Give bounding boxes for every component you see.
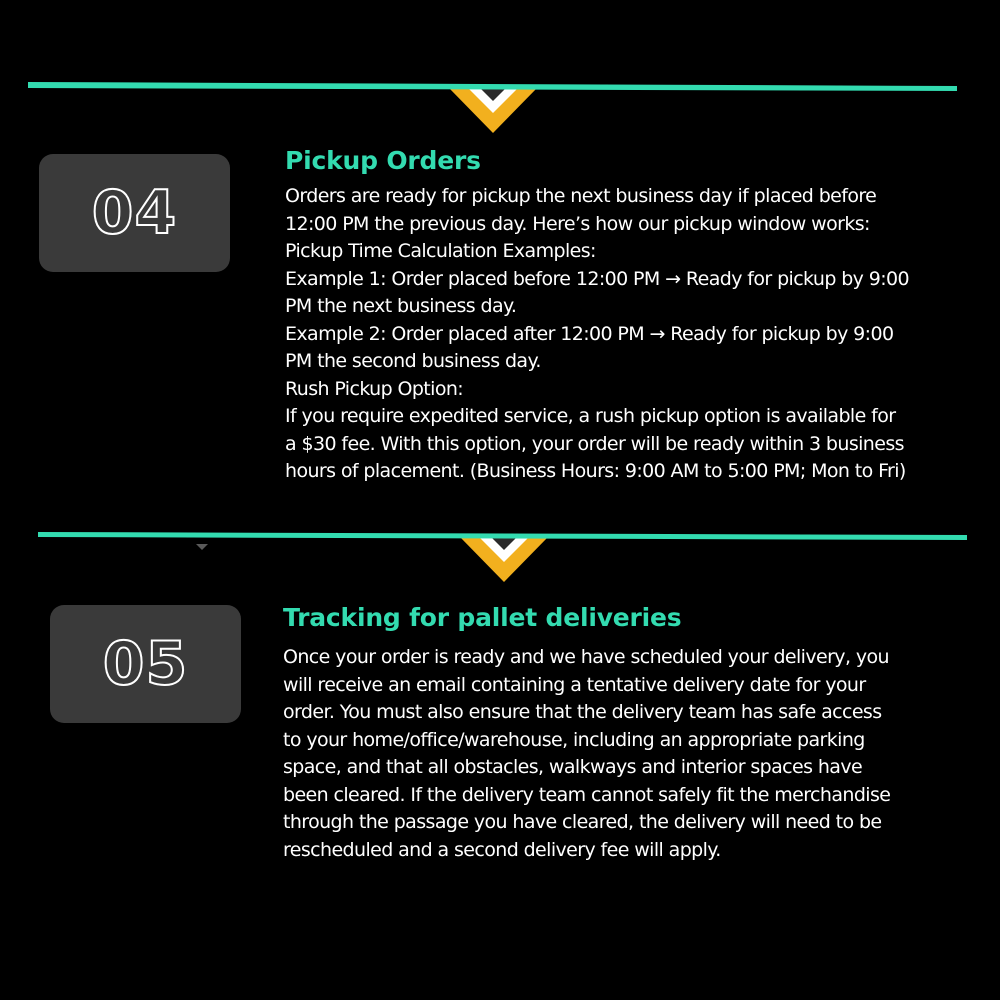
body-line: 12:00 PM the previous day. Here’s how our pickup window works: [285, 212, 870, 235]
divider-line [28, 82, 957, 91]
divider-chevron-white [468, 88, 518, 113]
body-line: Example 2: Order placed after 12:00 PM → Ready for pickup by 9:00 [285, 322, 894, 345]
body-line: If you require expedited service, a rush pickup option is available for [285, 405, 896, 427]
body-line: will receive an email containing a tentative delivery date for your [283, 673, 866, 696]
step-number-box [50, 605, 241, 723]
body-line: rescheduled and a second delivery fee will apply. [283, 838, 721, 861]
step-number: 04 [91, 178, 178, 248]
divider-chevron-dark [491, 537, 517, 550]
body-line: a $30 fee. With this option, your order will be ready within 3 business [285, 432, 904, 455]
divider-chevron-yellow [449, 88, 537, 133]
small-caret-icon [196, 544, 208, 550]
section-title: Pickup Orders [285, 146, 481, 175]
body-line: been cleared. If the delivery team cannot safely fit the merchandise [283, 783, 891, 806]
body-line: to your home/office/warehouse, including an appropriate parking [283, 728, 865, 751]
section-body [283, 644, 973, 864]
body-line: Example 1: Order placed before 12:00 PM → Ready for pickup by 9:00 [285, 267, 910, 290]
step-number: 05 [102, 629, 189, 699]
body-line: Rush Pickup Option: [285, 377, 464, 400]
body-line: Once your order is ready and we have scheduled your delivery, you [283, 646, 889, 668]
body-line: order. You must also ensure that the delivery team has safe access [283, 701, 882, 723]
body-line: through the passage you have cleared, the delivery will need to be [283, 811, 882, 833]
body-line: Pickup Time Calculation Examples: [285, 240, 596, 262]
body-line: hours of placement. (Business Hours: 9:00 AM to 5:00 PM; Mon to Fri) [285, 460, 906, 482]
body-line: PM the second business day. [285, 350, 541, 372]
body-line: PM the next business day. [285, 295, 517, 317]
divider-chevron-dark [480, 88, 506, 101]
section-body [285, 183, 975, 486]
divider-line [38, 532, 967, 540]
section-title: Tracking for pallet deliveries [283, 603, 682, 632]
body-line: Orders are ready for pickup the next business day if placed before [285, 185, 877, 207]
step-number-box [39, 154, 230, 272]
body-line: space, and that all obstacles, walkways and interior spaces have [283, 756, 863, 778]
divider-chevron-white [479, 537, 529, 562]
divider-chevron-yellow [460, 537, 548, 582]
